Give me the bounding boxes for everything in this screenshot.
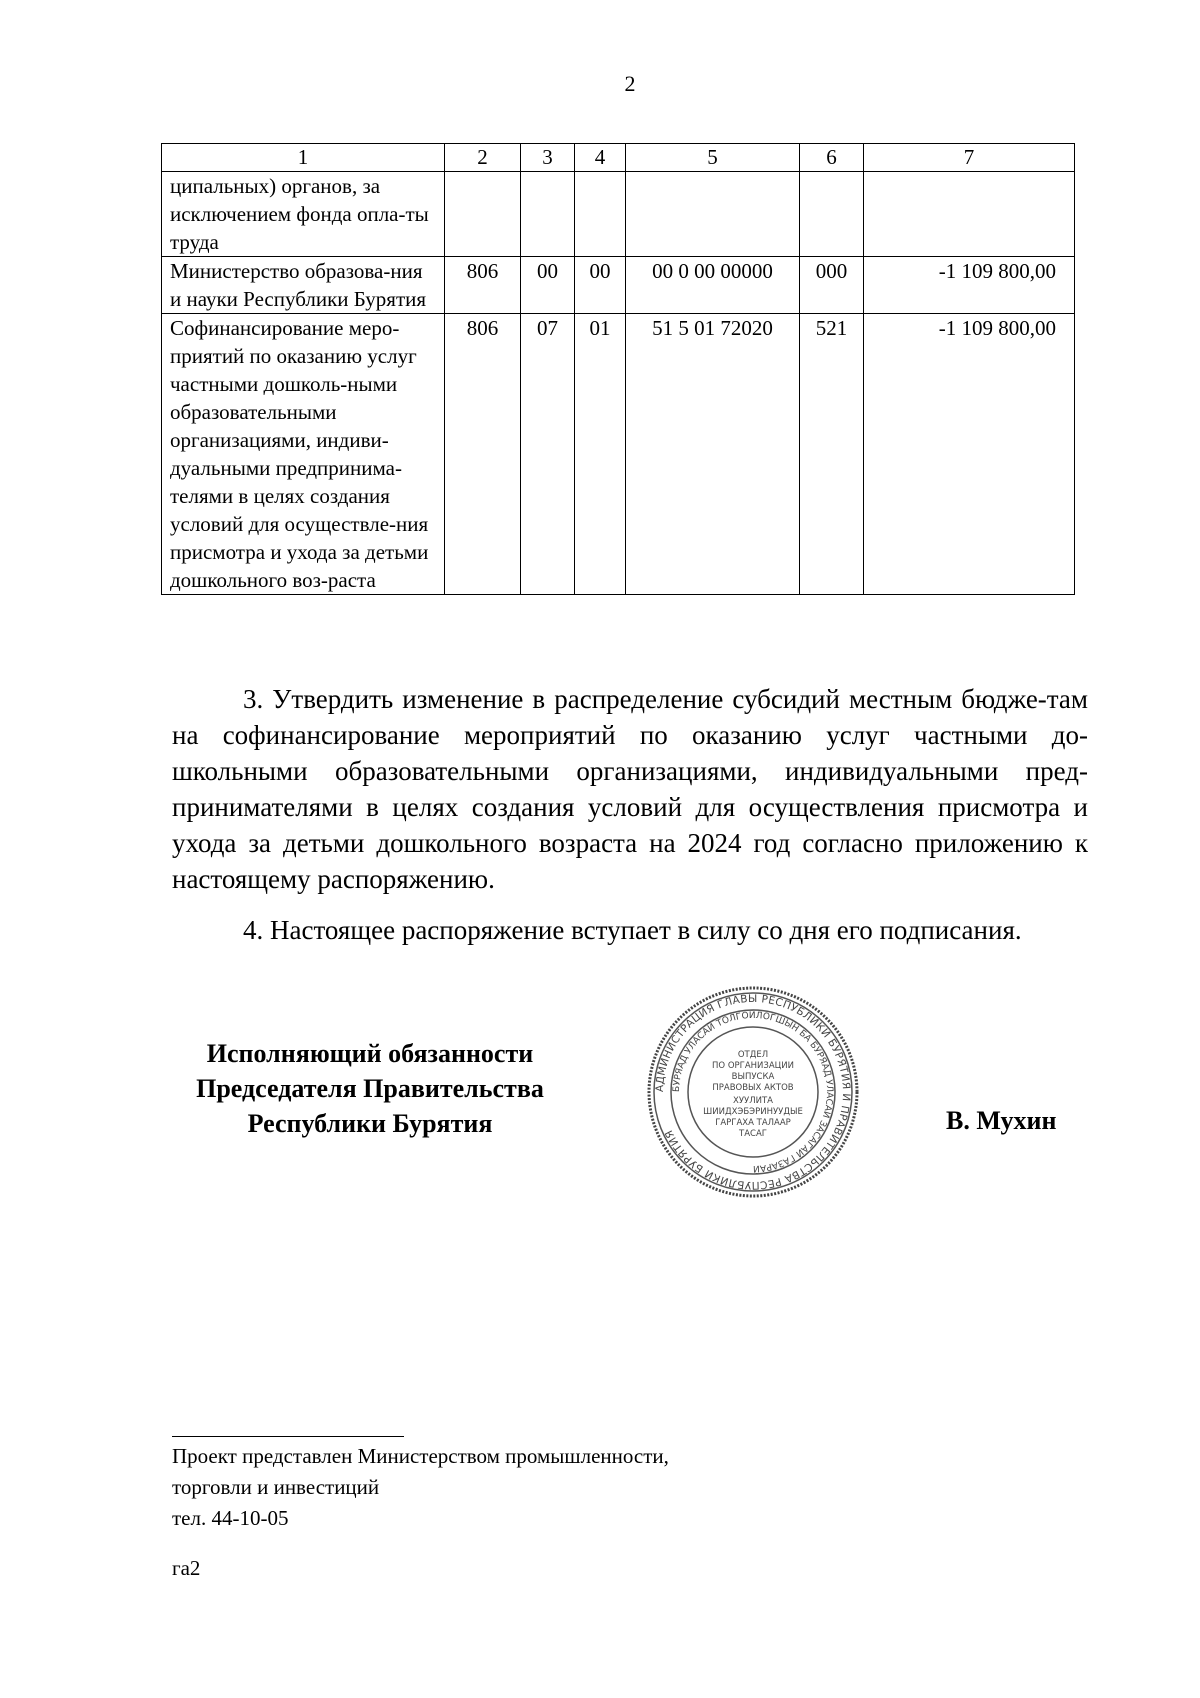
cell-amount [864, 172, 1075, 257]
column-header: 7 [864, 144, 1075, 172]
document-code: га2 [172, 1556, 201, 1580]
row-description: Софинансирование меро-приятий по оказанию услуг частными дошколь-ными образовательными организациями, индиви-дуальными предпринима-телями в целях создания условий для осуществле-ния присмотра и ухода за детьми дошкольного воз-раста [162, 314, 445, 595]
cell-target-code: 00 0 00 00000 [626, 257, 800, 314]
column-header: 4 [575, 144, 626, 172]
signatory-name: В. Мухин [946, 1106, 1057, 1135]
footnote [172, 1441, 872, 1534]
cell-subsection: 00 [575, 257, 626, 314]
footnote-line: торговли и инвестиций [172, 1475, 380, 1499]
svg-text:ПО ОРГАНИЗАЦИИ: ПО ОРГАНИЗАЦИИ [712, 1061, 794, 1071]
stamp-outer-text: АДМИНИСТРАЦИЯ ГЛАВЫ РЕСПУБЛИКИ БУРЯТИЯ И ПРАВИТЕЛЬСТВА РЕСПУБЛИКИ БУРЯТИЯ [653, 992, 853, 1192]
cell-expense-type: 521 [800, 314, 864, 595]
stamp-inner-text: БУРЯАД УЛАСАЙ ТОЛГОЙЛОГШЫН БА БУРЯАД УЛАСАЙ ЗАСАГАЙ ГАЗАРАЙ [671, 1010, 835, 1174]
row-description: Министерство образова-ния и науки Республики Бурятия [162, 257, 445, 314]
svg-text:ГАРГАХА ТАЛААР: ГАРГАХА ТАЛААР [715, 1118, 791, 1128]
cell-ministry-code: 806 [445, 314, 521, 595]
cell-target-code [626, 172, 800, 257]
cell-target-code: 51 5 01 72020 [626, 314, 800, 595]
signatory-title-line: Председателя Правительства [196, 1074, 544, 1103]
table-row [162, 172, 1075, 257]
cell-section: 00 [521, 257, 575, 314]
column-header: 1 [162, 144, 445, 172]
page-number: 2 [624, 71, 636, 96]
cell-ministry-code [445, 172, 521, 257]
table-header-row [162, 144, 1075, 172]
official-stamp [646, 985, 860, 1199]
svg-text:ВЫПУСКА: ВЫПУСКА [731, 1072, 775, 1082]
signatory-title [150, 1036, 590, 1141]
cell-amount: -1 109 800,00 [864, 257, 1075, 314]
table-row [162, 257, 1075, 314]
cell-subsection: 01 [575, 314, 626, 595]
column-header: 6 [800, 144, 864, 172]
column-header: 2 [445, 144, 521, 172]
svg-text:ТАСАГ: ТАСАГ [739, 1129, 767, 1139]
cell-expense-type: 000 [800, 257, 864, 314]
svg-text:ШИИДХЭБЭРИНУУДЫЕ: ШИИДХЭБЭРИНУУДЫЕ [703, 1107, 803, 1117]
cell-ministry-code: 806 [445, 257, 521, 314]
signatory-title-line: Исполняющий обязанности [206, 1039, 534, 1068]
cell-subsection [575, 172, 626, 257]
table-row [162, 314, 1075, 595]
paragraph-4: 4. Настоящее распоряжение вступает в силу со дня его подписания. [243, 915, 1022, 945]
cell-section: 07 [521, 314, 575, 595]
column-header: 5 [626, 144, 800, 172]
cell-section [521, 172, 575, 257]
footnote-line: Проект представлен Министерством промышленности, [172, 1444, 669, 1468]
cell-amount: -1 109 800,00 [864, 314, 1075, 595]
svg-text:ХУУЛИТА: ХУУЛИТА [733, 1096, 773, 1106]
stamp-center-text [703, 1050, 803, 1139]
budget-table [161, 143, 1075, 595]
row-description: ципальных) органов, за исключением фонда опла-ты труда [162, 172, 445, 257]
svg-text:ОТДЕЛ: ОТДЕЛ [737, 1050, 769, 1060]
svg-text:ПРАВОВЫХ АКТОВ: ПРАВОВЫХ АКТОВ [712, 1083, 794, 1093]
footnote-line: тел. 44-10-05 [172, 1506, 289, 1530]
paragraph-3: 3. Утвердить изменение в распределение субсидий местным бюдже-там на софинансирование мероприятий по оказанию услуг частными до-школьными образовательными организациями, индивидуальными пред-принимателями в целях создания условий для осуществления присмотра и ухода за детьми дошкольного возраста на 2024 год согласно приложению к настоящему распоряжению. [172, 684, 1088, 894]
signatory-title-line: Республики Бурятия [247, 1109, 493, 1138]
footnote-divider [172, 1436, 404, 1437]
column-header: 3 [521, 144, 575, 172]
cell-expense-type [800, 172, 864, 257]
